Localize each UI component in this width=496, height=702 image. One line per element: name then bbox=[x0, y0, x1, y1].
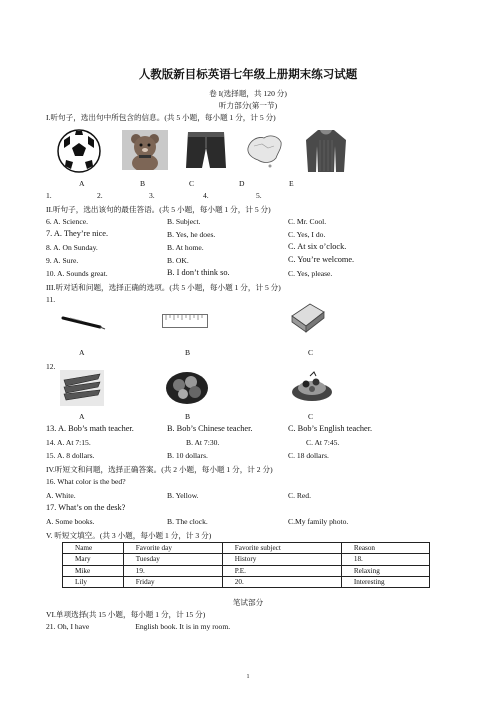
pen-image bbox=[60, 312, 106, 332]
table-cell: P.E. bbox=[222, 565, 341, 576]
q13-option-c: C. Bob’s English teacher. bbox=[288, 424, 373, 433]
q11-label-a: A bbox=[79, 348, 85, 357]
table-cell: Lily bbox=[63, 576, 124, 587]
teddy-bear-image bbox=[122, 130, 168, 170]
table-cell: Favorite day bbox=[123, 543, 222, 554]
q14-option-c: C. At 7:45. bbox=[306, 438, 340, 447]
table-cell: Tuesday bbox=[123, 554, 222, 565]
q17-option-b: B. The clock. bbox=[167, 517, 208, 526]
section6-instruction: VI.单项选择(共 15 小题，每小题 1 分，计 15 分) bbox=[46, 610, 206, 619]
dish-image bbox=[290, 370, 334, 404]
q17-option-a: A. Some books. bbox=[46, 517, 95, 526]
image-label-d: D bbox=[239, 179, 245, 188]
table-cell: 19. bbox=[123, 565, 222, 576]
q16-option-c: C. Red. bbox=[288, 491, 311, 500]
fruit-basket-image bbox=[164, 370, 210, 406]
q17-option-c: C.My family photo. bbox=[288, 517, 349, 526]
q21-text-end: English book. It is in my room. bbox=[135, 622, 231, 631]
table-row bbox=[63, 554, 430, 565]
answer-number-1: 1. bbox=[46, 191, 52, 200]
q21-question bbox=[46, 622, 230, 631]
table-cell: Mary bbox=[63, 554, 124, 565]
table-cell: Interesting bbox=[341, 576, 429, 587]
q8-option-b: B. At home. bbox=[167, 243, 204, 252]
page-title: 人教版新目标英语七年级上册期末练习试题 bbox=[138, 69, 358, 81]
q11-label-b: B bbox=[185, 348, 191, 357]
q12-label-b: B bbox=[185, 412, 191, 421]
section3-instruction: III.听对话和问题，选择正确的选项。(共 5 小题，每小题 1 分，计 5 分) bbox=[46, 283, 281, 292]
fill-in-table bbox=[62, 542, 430, 588]
q9-option-a: 9. A. Sure. bbox=[46, 256, 79, 265]
q12-label-a: A bbox=[79, 412, 85, 421]
q6-option-a: 6. A. Science. bbox=[46, 217, 88, 226]
q14-option-a: 14. A. At 7:15. bbox=[46, 438, 91, 447]
q7-option-a: 7. A. They’re nice. bbox=[46, 229, 109, 238]
table-cell: Reason bbox=[341, 543, 429, 554]
page-number: 1 bbox=[246, 674, 250, 680]
q8-option-a: 8. A. On Sunday. bbox=[46, 243, 98, 252]
section4-instruction: IV.听短文和问题，选择正确答案。(共 2 小题，每小题 1 分，计 2 分) bbox=[46, 465, 273, 474]
answer-number-4: 4. bbox=[203, 191, 209, 200]
q16-option-b: B. Yellow. bbox=[167, 491, 199, 500]
q16-option-a: A. White. bbox=[46, 491, 76, 500]
table-header-row bbox=[63, 543, 430, 554]
q10-option-a: 10. A. Sounds great. bbox=[46, 269, 108, 278]
q21-text-start: 21. Oh, I have bbox=[46, 622, 90, 631]
table-cell: Mike bbox=[63, 565, 124, 576]
soccer-ball-image bbox=[56, 128, 102, 174]
table-row bbox=[63, 565, 430, 576]
table-row bbox=[63, 576, 430, 587]
q13-option-a: 13. A. Bob’s math teacher. bbox=[46, 424, 134, 433]
q15-option-c: C. 18 dollars. bbox=[288, 451, 329, 460]
image-label-b: B bbox=[140, 179, 146, 188]
paper-info: 卷 I(选择题，共 120 分) bbox=[209, 89, 287, 98]
q15-option-a: 15. A. 8 dollars. bbox=[46, 451, 95, 460]
eraser-image bbox=[288, 300, 328, 336]
carrots-image bbox=[60, 370, 104, 406]
shorts-image bbox=[184, 128, 228, 172]
answer-number-5: 5. bbox=[256, 191, 262, 200]
china-map-image bbox=[244, 130, 284, 170]
image-label-a: A bbox=[79, 179, 85, 188]
q16-question: 16. What color is the bed? bbox=[46, 477, 126, 486]
q17-question: 17. What’s on the desk? bbox=[46, 503, 126, 512]
image-label-c: C bbox=[189, 179, 195, 188]
q9-option-b: B. OK. bbox=[167, 256, 189, 265]
section1-instruction: I.听句子，选出句中所包含的信息。(共 5 小题，每小题 1 分，计 5 分) bbox=[46, 113, 276, 122]
answer-number-3: 3. bbox=[149, 191, 155, 200]
q11-label-c: C bbox=[308, 348, 314, 357]
section2-instruction: II.听句子，选出该句的最佳答语。(共 5 小题，每小题 1 分，计 5 分) bbox=[46, 205, 271, 214]
written-section-header: 笔试部分 bbox=[232, 598, 264, 607]
table-cell: History bbox=[222, 554, 341, 565]
q14-option-b: B. At 7:30. bbox=[186, 438, 220, 447]
q12-number: 12. bbox=[46, 362, 56, 371]
q7-option-b: B. Yes, he does. bbox=[167, 230, 216, 239]
q11-number: 11. bbox=[46, 295, 56, 304]
q13-option-b: B. Bob’s Chinese teacher. bbox=[167, 424, 253, 433]
q7-option-c: C. Yes, I do. bbox=[288, 230, 326, 239]
listening-header: 听力部分(第一节) bbox=[218, 101, 278, 110]
section5-instruction: V. 听短文填空。(共 3 小题，每小题 1 分，计 3 分) bbox=[46, 531, 212, 540]
q6-option-b: B. Subject. bbox=[167, 217, 201, 226]
image-label-e: E bbox=[289, 179, 294, 188]
table-cell: 20. bbox=[222, 576, 341, 587]
q12-label-c: C bbox=[308, 412, 314, 421]
q10-option-b: B. I don’t think so. bbox=[167, 268, 230, 277]
table-cell: Relaxing bbox=[341, 565, 429, 576]
q6-option-c: C. Mr. Cool. bbox=[288, 217, 327, 226]
table-cell: Name bbox=[63, 543, 124, 554]
q9-option-c: C. You’re welcome. bbox=[288, 255, 355, 264]
q8-option-c: C. At six o’clock. bbox=[288, 242, 347, 251]
table-cell: Friday bbox=[123, 576, 222, 587]
table-cell: Favorite subject bbox=[222, 543, 341, 554]
table-cell: 18. bbox=[341, 554, 429, 565]
q10-option-c: C. Yes, please. bbox=[288, 269, 333, 278]
q15-option-b: B. 10 dollars. bbox=[167, 451, 208, 460]
sweater-image bbox=[304, 128, 348, 174]
ruler-image bbox=[162, 314, 208, 328]
answer-number-2: 2. bbox=[97, 191, 103, 200]
